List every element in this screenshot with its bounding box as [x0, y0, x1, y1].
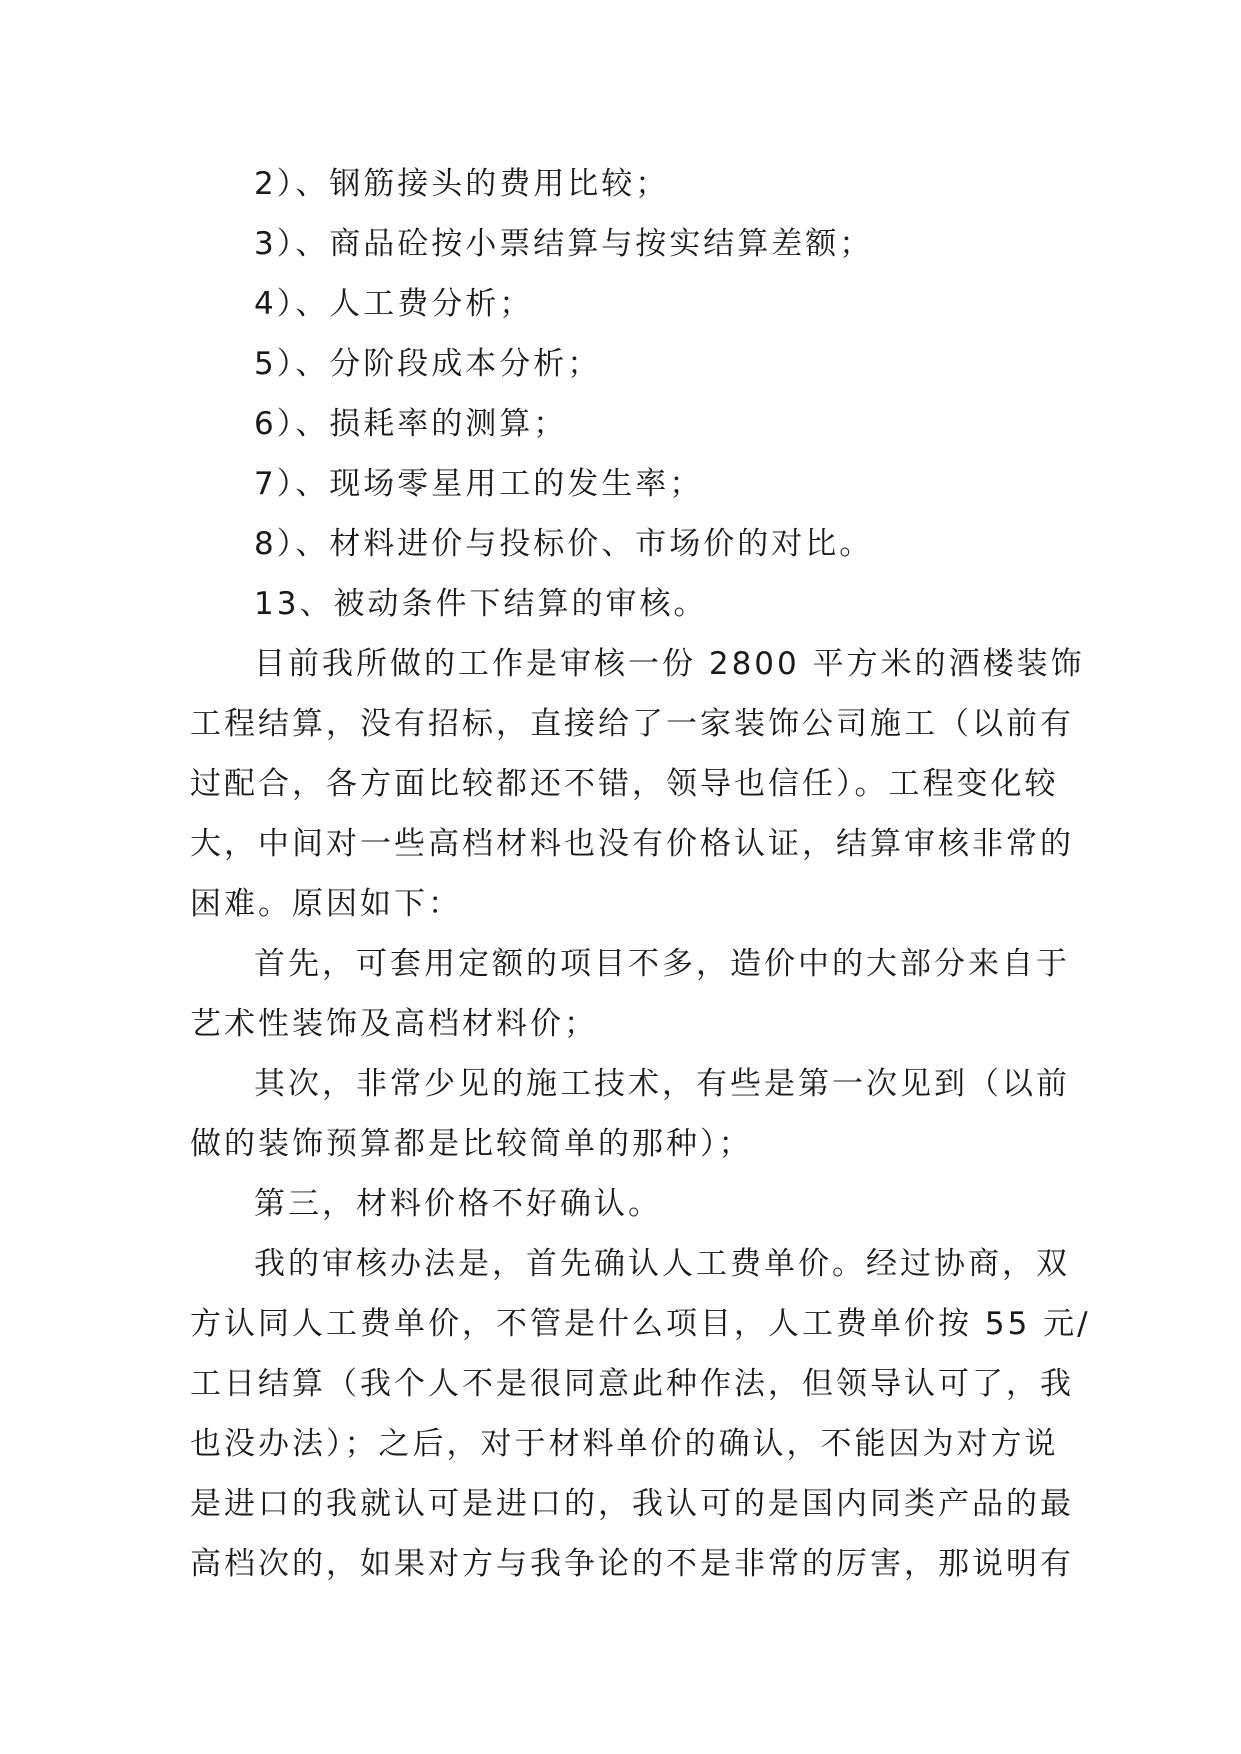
text-line: 8）、材料进价与投标价、市场价的对比。 [254, 526, 874, 562]
text-line: 2）、钢筋接头的费用比较； [254, 166, 670, 202]
text-line: 做的装饰预算都是比较简单的那种）； [190, 1126, 753, 1162]
text-line: 4）、人工费分析； [254, 286, 534, 322]
text-line: 5）、分阶段成本分析； [254, 346, 602, 382]
text-line: 13、被动条件下结算的审核。 [254, 586, 708, 622]
text-line: 工日结算（我个人不是很同意此种作法，但领导认可了，我 [190, 1366, 1074, 1402]
text-line: 其次，非常少见的施工技术，有些是第一次见到（以前 [254, 1066, 1070, 1102]
text-line: 第三，材料价格不好确认。 [254, 1186, 662, 1222]
text-line: 方认同人工费单价，不管是什么项目，人工费单价按 55 元/ [190, 1306, 1091, 1342]
text-line: 是进口的我就认可是进口的，我认可的是国内同类产品的最 [190, 1486, 1074, 1522]
text-line: 6）、损耗率的测算； [254, 406, 568, 442]
text-line: 3）、商品砼按小票结算与按实结算差额； [254, 226, 874, 262]
text-line: 高档次的，如果对方与我争论的不是非常的厉害，那说明有 [190, 1546, 1074, 1582]
text-line: 过配合，各方面比较都还不错，领导也信任）。工程变化较 [190, 766, 1059, 802]
text-line: 目前我所做的工作是审核一份 2800 平方米的酒楼装饰 [254, 646, 1085, 682]
text-line: 7）、现场零星用工的发生率； [254, 466, 704, 502]
text-line: 大，中间对一些高档材料也没有价格认证，结算审核非常的 [190, 826, 1074, 862]
text-line: 工程结算，没有招标，直接给了一家装饰公司施工（以前有 [190, 706, 1074, 742]
text-line: 首先，可套用定额的项目不多，造价中的大部分来自于 [254, 946, 1070, 982]
document-body [190, 154, 1091, 1594]
text-line: 也没办法）；之后，对于材料单价的确认，不能因为对方说 [190, 1426, 1059, 1462]
text-line: 艺术性装饰及高档材料价； [190, 1006, 598, 1042]
text-line: 困难。原因如下： [190, 886, 462, 922]
text-line: 我的审核办法是，首先确认人工费单价。经过协商，双 [254, 1246, 1070, 1282]
